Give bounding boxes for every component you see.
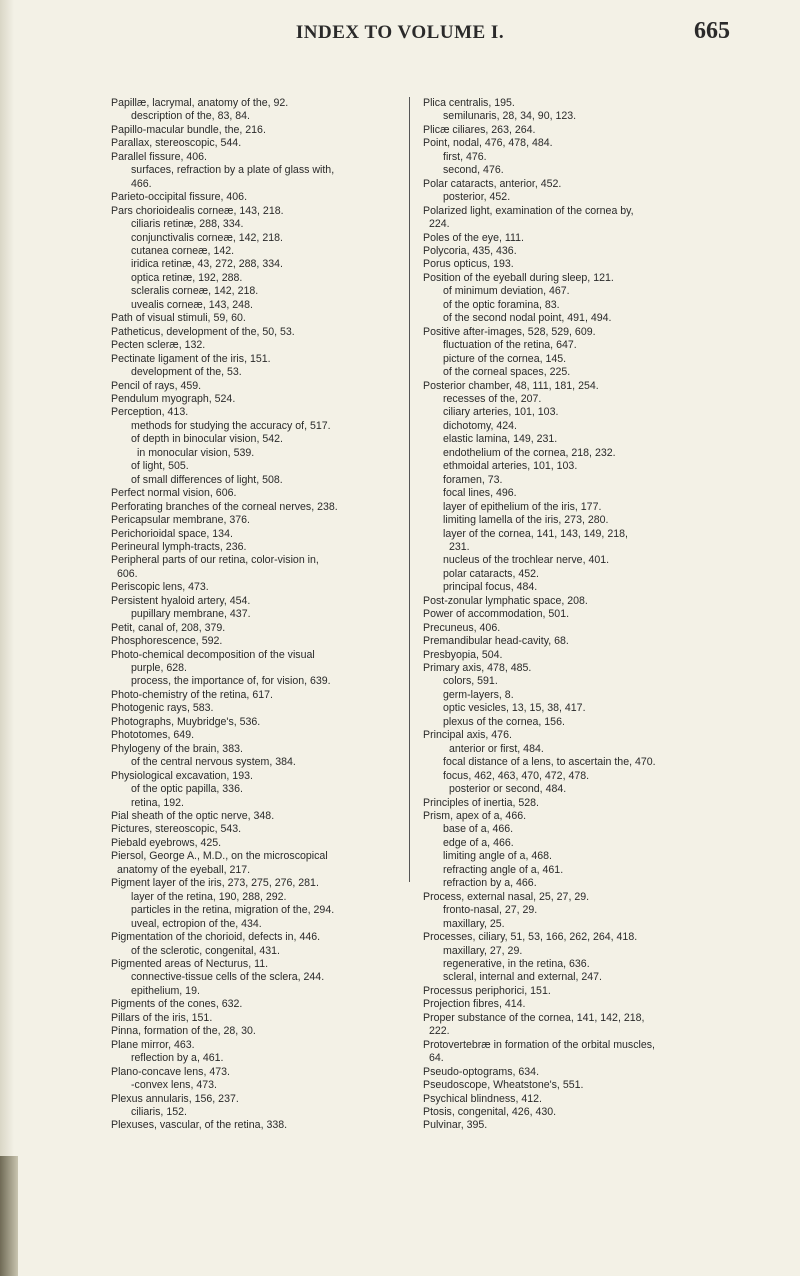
index-entry: Piebald eyebrows, 425. [111,836,222,849]
index-column-left [103,97,398,1133]
index-entry: Point, nodal, 476, 478, 484. [423,137,553,150]
index-entry: Presbyopia, 504. [423,648,503,661]
index-entry: Psychical blindness, 412. [423,1092,542,1105]
index-entry: Pars chorioidealis corneæ, 143, 218. [111,204,284,217]
index-entry: Photogenic rays, 583. [111,702,214,715]
index-entry: Perineural lymph-tracts, 236. [111,540,247,553]
column-divider [409,97,410,882]
index-subentry: epithelium, 19. [131,984,200,997]
index-entry: Papillo-macular bundle, the, 216. [111,123,266,136]
index-subentry: second, 476. [443,164,504,177]
index-subentry: colors, 591. [443,675,498,688]
page-header [0,14,800,54]
index-entry: Porus opticus, 193. [423,258,514,271]
index-subentry: of the optic papilla, 336. [131,783,243,796]
index-entry: Pial sheath of the optic nerve, 348. [111,810,275,823]
index-subentry: plexus of the cornea, 156. [443,715,565,728]
index-entry: Polar cataracts, anterior, 452. [423,177,562,190]
index-subentry: methods for studying the accuracy of, 517. [131,419,331,432]
index-entry: Path of visual stimuli, 59, 60. [111,312,246,325]
index-subentry: purple, 628. [131,662,187,675]
index-entry: Pencil of rays, 459. [111,379,202,392]
index-subentry: recesses of the, 207. [443,392,542,405]
index-entry: Posterior chamber, 48, 111, 181, 254. [423,379,599,392]
index-subentry: of the central nervous system, 384. [131,756,296,769]
index-entry: Pseudo-optograms, 634. [423,1065,540,1078]
index-subentry: description of the, 83, 84. [131,110,250,123]
index-subentry: maxillary, 25. [443,917,505,930]
index-subentry: -convex lens, 473. [131,1079,217,1092]
index-subentry: 231. [449,540,470,553]
index-subentry: ethmoidal arteries, 101, 103. [443,460,578,473]
index-subentry: principal focus, 484. [443,581,538,594]
index-subentry: polar cataracts, 452. [443,567,539,580]
index-entry: Perichorioidal space, 134. [111,527,233,540]
index-subentry: fluctuation of the retina, 647. [443,339,577,352]
index-entry: Pictures, stereoscopic, 543. [111,823,242,836]
index-entry: Pillars of the iris, 151. [111,1011,213,1024]
index-subentry: layer of the cornea, 141, 143, 149, 218, [443,527,628,540]
index-subentry: edge of a, 466. [443,836,514,849]
index-subentry: 606. [117,567,138,580]
index-subentry: uveal, ectropion of the, 434. [131,917,262,930]
index-entry: Precuneus, 406. [423,621,501,634]
index-subentry: of the optic foramina, 83. [443,298,560,311]
index-entry: Photographs, Muybridge's, 536. [111,715,261,728]
index-entry: Premandibular head-cavity, 68. [423,635,569,648]
index-entry: Perforating branches of the corneal nerves, 238. [111,500,338,513]
index-subentry: development of the, 53. [131,366,242,379]
index-subentry: scleralis corneæ, 142, 218. [131,285,259,298]
index-entry: Principles of inertia, 528. [423,796,540,809]
index-entry: Phylogeny of the brain, 383. [111,742,243,755]
index-subentry: fronto-nasal, 27, 29. [443,904,538,917]
index-subentry: retina, 192. [131,796,185,809]
page-corner-shadow [0,1156,18,1276]
index-subentry: ciliaris retinæ, 288, 334. [131,218,244,231]
index-entry: Protovertebræ in formation of the orbital muscles, [423,1038,655,1051]
index-subentry: anterior or first, 484. [449,742,544,755]
index-entry: Processes, ciliary, 51, 53, 166, 262, 264, 418. [423,931,638,944]
index-entry: Perception, 413. [111,406,189,419]
index-subentry: of small differences of light, 508. [131,473,283,486]
index-subentry: focal lines, 496. [443,487,517,500]
index-entry: Pinna, formation of the, 28, 30. [111,1025,256,1038]
index-entry: Parallel fissure, 406. [111,150,207,163]
index-entry: Phosphorescence, 592. [111,635,223,648]
index-entry: Parieto-occipital fissure, 406. [111,191,248,204]
index-subentry: of light, 505. [131,460,189,473]
index-subentry: layer of the retina, 190, 288, 292. [131,890,287,903]
index-entry: Peripheral parts of our retina, color-vision in, [111,554,319,567]
index-subentry: conjunctivalis corneæ, 142, 218. [131,231,283,244]
index-subentry: 466. [131,177,152,190]
index-subentry: cutanea corneæ, 142. [131,244,235,257]
index-subentry: scleral, internal and external, 247. [443,971,602,984]
index-subentry: limiting angle of a, 468. [443,850,552,863]
index-subentry: nucleus of the trochlear nerve, 401. [443,554,610,567]
index-entry: Photo-chemical decomposition of the visual [111,648,315,661]
index-subentry: focus, 462, 463, 470, 472, 478. [443,769,590,782]
index-entry: Papillæ, lacrymal, anatomy of the, 92. [111,97,289,109]
index-entry: Pseudoscope, Wheatstone's, 551. [423,1079,584,1092]
index-entry: Plexus annularis, 156, 237. [111,1092,239,1105]
index-entry: Pericapsular membrane, 376. [111,514,250,527]
index-entry: Positive after-images, 528, 529, 609. [423,325,596,338]
index-subentry: refraction by a, 466. [443,877,537,890]
index-subentry: process, the importance of, for vision, 639. [131,675,331,688]
index-subentry: elastic lamina, 149, 231. [443,433,558,446]
index-entry: Perfect normal vision, 606. [111,487,237,500]
index-entry: Process, external nasal, 25, 27, 29. [423,890,590,903]
index-subentry: iridica retinæ, 43, 272, 288, 334. [131,258,283,271]
index-subentry: ciliary arteries, 101, 103. [443,406,559,419]
index-subentry: 64. [429,1052,444,1065]
index-subentry: posterior, 452. [443,191,511,204]
index-subentry: focal distance of a lens, to ascertain the, 470. [443,756,656,769]
index-entry: Phototomes, 649. [111,729,195,742]
index-subentry: of depth in binocular vision, 542. [131,433,283,446]
index-subentry: of the sclerotic, congenital, 431. [131,944,280,957]
index-subentry: ciliaris, 152. [131,1105,187,1118]
index-entry: Pecten scleræ, 132. [111,339,206,352]
index-entry: Plicæ ciliares, 263, 264. [423,123,536,136]
index-entry: Prism, apex of a, 466. [423,810,527,823]
index-entry: Poles of the eye, 111. [423,231,524,244]
index-subentry: 222. [429,1025,450,1038]
index-subentry: anatomy of the eyeball, 217. [117,863,251,876]
index-subentry: limiting lamella of the iris, 273, 280. [443,514,609,527]
running-head: INDEX TO VOLUME I. [295,22,505,43]
index-entry: Pigment layer of the iris, 273, 275, 276, 281. [111,877,319,890]
index-entry: Plexuses, vascular, of the retina, 338. [111,1119,288,1132]
index-subentry: base of a, 466. [443,823,514,836]
index-entry: Piersol, George A., M.D., on the microscopical [111,850,328,863]
page-edge-shadow [0,0,14,1276]
index-entry: Plica centralis, 195. [423,97,515,109]
index-subentry: optic vesicles, 13, 15, 38, 417. [443,702,586,715]
index-entry: Principal axis, 476. [423,729,512,742]
index-entry: Pigmented areas of Necturus, 11. [111,958,269,970]
index-subentry: semilunaris, 28, 34, 90, 123. [443,110,577,123]
index-subentry: 224. [429,218,450,231]
index-subentry: reflection by a, 461. [131,1052,224,1065]
index-subentry: particles in the retina, migration of the, 294. [131,904,335,917]
index-subentry: first, 476. [443,150,487,163]
index-entry: Position of the eyeball during sleep, 121. [423,271,614,284]
index-subentry: in monocular vision, 539. [137,446,255,459]
index-entry: Pigmentation of the chorioid, defects in, 446. [111,931,321,944]
index-subentry: dichotomy, 424. [443,419,518,432]
index-entry: Proper substance of the cornea, 141, 142, 218, [423,1011,645,1024]
index-entry: Parallax, stereoscopic, 544. [111,137,242,150]
index-entry: Photo-chemistry of the retina, 617. [111,688,273,701]
index-subentry: foramen, 73. [443,473,503,486]
page-number: 665 [694,18,730,44]
index-subentry: germ-layers, 8. [443,688,514,701]
index-subentry: refracting angle of a, 461. [443,863,564,876]
index-entry: Pulvinar, 395. [423,1119,488,1132]
index-subentry: regenerative, in the retina, 636. [443,958,590,970]
index-entry: Plane mirror, 463. [111,1038,195,1051]
index-subentry: of the corneal spaces, 225. [443,366,571,379]
index-subentry: connective-tissue cells of the sclera, 244. [131,971,325,984]
index-entry: Polarized light, examination of the cornea by, [423,204,634,217]
index-entry: Petit, canal of, 208, 379. [111,621,226,634]
index-entry: Ptosis, congenital, 426, 430. [423,1105,557,1118]
index-entry: Processus periphorici, 151. [423,984,551,997]
index-entry: Plano-concave lens, 473. [111,1065,230,1078]
index-subentry: maxillary, 27, 29. [443,944,523,957]
index-entry: Pectinate ligament of the iris, 151. [111,352,271,365]
index-entry: Physiological excavation, 193. [111,769,253,782]
index-subentry: of minimum deviation, 467. [443,285,570,298]
index-subentry: optica retinæ, 192, 288. [131,271,243,284]
index-entry: Projection fibres, 414. [423,998,526,1011]
index-entry: Pendulum myograph, 524. [111,392,236,405]
index-column-right [415,97,715,1133]
index-entry: Persistent hyaloid artery, 454. [111,594,251,607]
index-subentry: picture of the cornea, 145. [443,352,567,365]
index-entry: Post-zonular lymphatic space, 208. [423,594,588,607]
index-entry: Power of accommodation, 501. [423,608,570,621]
index-subentry: of the second nodal point, 491, 494. [443,312,612,325]
index-subentry: layer of epithelium of the iris, 177. [443,500,602,513]
index-subentry: posterior or second, 484. [449,783,567,796]
index-entry: Periscopic lens, 473. [111,581,209,594]
index-subentry: pupillary membrane, 437. [131,608,251,621]
index-subentry: endothelium of the cornea, 218, 232. [443,446,616,459]
index-entry: Patheticus, development of the, 50, 53. [111,325,295,338]
index-entry: Pigments of the cones, 632. [111,998,243,1011]
index-subentry: surfaces, refraction by a plate of glass with, [131,164,335,177]
index-subentry: uvealis corneæ, 143, 248. [131,298,253,311]
index-entry: Primary axis, 478, 485. [423,662,532,675]
index-entry: Polycoria, 435, 436. [423,244,517,257]
